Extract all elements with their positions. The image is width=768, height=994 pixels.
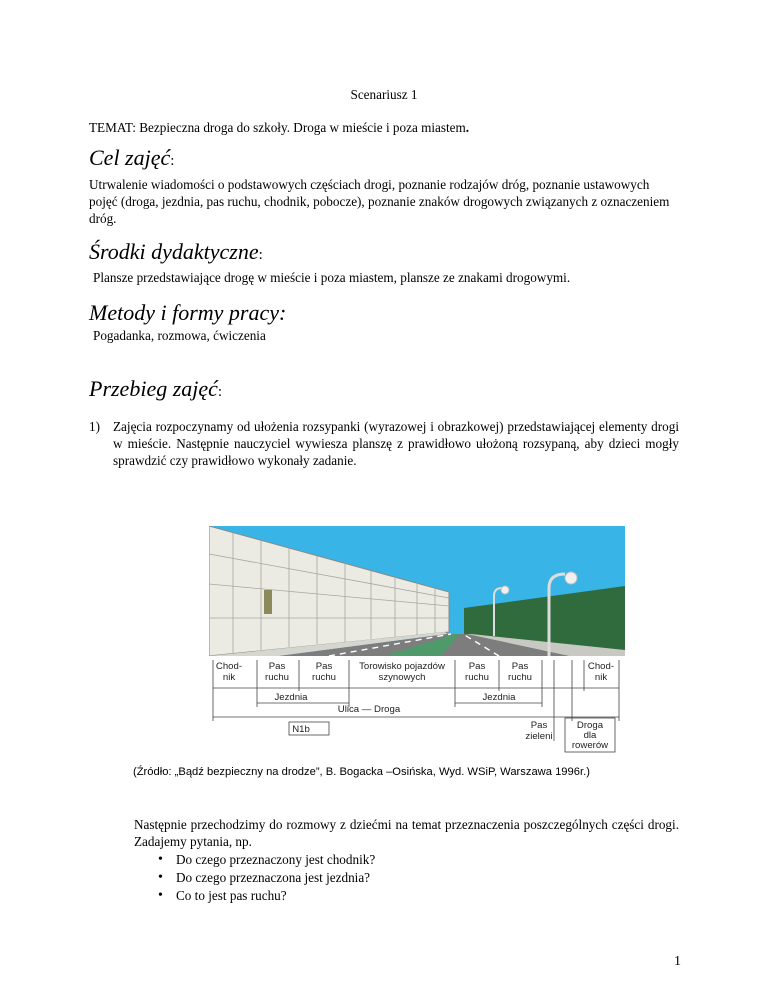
label-pas-1b: ruchu [265, 672, 289, 683]
materials-heading-colon: : [258, 247, 263, 263]
label-torowisko-1: Torowisko pojazdów [359, 661, 445, 672]
label-pas-zieleni-2: zieleni [525, 731, 553, 742]
course-heading [89, 376, 222, 405]
question-list [158, 851, 658, 905]
label-chodnik-right-2: nik [594, 672, 608, 683]
label-pas-4b: ruchu [508, 672, 532, 683]
label-droga-rowerow-2: dla [583, 730, 597, 741]
course-heading-colon: : [217, 384, 223, 400]
label-pas-2a: Pas [315, 661, 333, 672]
topic-line [89, 119, 729, 136]
goal-heading-colon: : [170, 153, 175, 169]
question-item: • Do czego przeznaczony jest chodnik? [158, 851, 658, 869]
label-pas-4a: Pas [511, 661, 529, 672]
course-heading-text: Przebieg zajęć [89, 376, 218, 401]
street-lamp [565, 572, 577, 584]
methods-heading: Metody i formy pracy: [89, 300, 287, 325]
road-illustration [209, 526, 625, 756]
topic-text: TEMAT: Bezpieczna droga do szkoły. Droga w mieście i poza miastem [89, 120, 466, 135]
page-number: 1 [674, 954, 681, 969]
topic-period: . [465, 120, 470, 135]
figure-caption: (Źródło: „Bądź bezpieczny na drodze”, B. Bogacka –Osińska, Wyd. WSiP, Warszawa 1996r.) [133, 766, 590, 778]
label-chodnik-right-1: Chod- [587, 661, 615, 672]
scenario-title: Scenariusz 1 [350, 87, 418, 102]
step-text: Zajęcia rozpoczynamy od ułożenia rozsypanki (wyrazowej i obrazkowej) przedstawiającej elementy drogi w mieście. Następnie nauczyciel wywiesza planszę z prawidłowo ułożoną rozsypaną, aby dzieci mogły sprawdzić czy prawidłowo wykonały zadanie. [113, 419, 679, 468]
materials-heading [89, 239, 263, 268]
label-pas-3b: ruchu [465, 672, 489, 683]
methods-body: Pogadanka, rozmowa, ćwiczenia [93, 328, 266, 343]
label-pas-3a: Pas [468, 661, 486, 672]
materials-heading-text: Środki dydaktyczne [89, 239, 259, 264]
label-ulica-droga: Ulica — Droga [337, 704, 401, 715]
label-chodnik-left-2: nik [222, 672, 236, 683]
label-droga-rowerow-3: rowerów [571, 740, 609, 751]
label-jezdnia-right: Jezdnia [482, 692, 516, 703]
street-lamp-2 [501, 586, 509, 594]
label-pas-zieleni-1: Pas [530, 720, 548, 731]
discussion-intro: Następnie przechodzimy do rozmowy z dziećmi na temat przeznaczenia poszczególnych części drogi. Zadajemy pytania, np. [134, 817, 679, 849]
step-number: 1) [89, 419, 100, 434]
goal-heading [89, 145, 174, 174]
goal-heading-text: Cel zajęć [89, 145, 171, 170]
label-droga-rowerow-1: Droga [576, 720, 604, 731]
question-item: • Do czego przeznaczona jest jezdnia? [158, 869, 658, 887]
label-n1b: N1b [292, 724, 310, 735]
label-jezdnia-left: Jezdnia [274, 692, 308, 703]
goal-body: Utrwalenie wiadomości o podstawowych częściach drogi, poznanie rodzajów dróg, poznanie ustawowych pojęć (droga, jezdnia, pas ruchu, chodnik, pobocze), poznanie znaków drogowych związanych z oznaczeniem dróg. [89, 177, 670, 226]
question-item: • Co to jest pas ruchu? [158, 887, 658, 905]
wall-window [264, 590, 272, 614]
road-figure [209, 526, 625, 756]
label-torowisko-2: szynowych [378, 672, 426, 683]
materials-body: Plansze przedstawiające drogę w mieście i poza miastem, plansze ze znakami drogowymi. [93, 270, 571, 285]
label-pas-1a: Pas [268, 661, 286, 672]
scene [209, 526, 625, 656]
label-chodnik-left-1: Chod- [215, 661, 243, 672]
label-pas-2b: ruchu [312, 672, 336, 683]
